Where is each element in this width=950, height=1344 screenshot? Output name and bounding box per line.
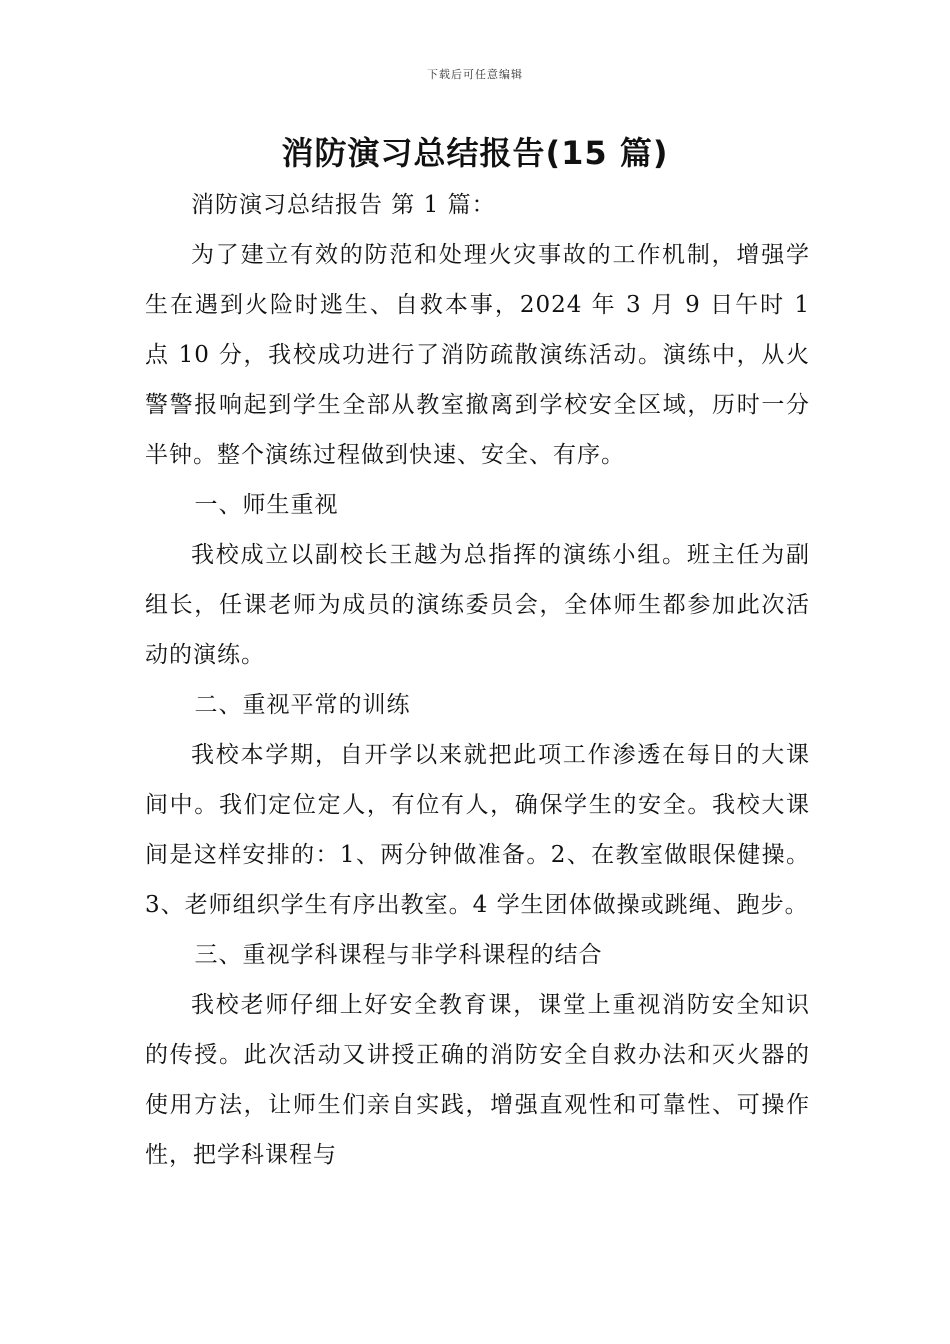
header-note: 下载后可任意编辑 <box>427 68 523 81</box>
section-label: 消防演习总结报告 第 1 篇： <box>191 192 496 218</box>
section-heading: 二、重视平常的训练 <box>194 692 411 718</box>
body-paragraph: 我校本学期，自开学以来就把此项工作渗透在每日的大课间中。我们定位定人，有位有人，确保学生的安全。我校大课间是这样安排的：1、两分钟做准备。2、在教室做眼保健操。3、老师组织学生有序出教室。4 学生团体做操或跳绳、跑步。 <box>145 742 810 918</box>
body-paragraph: 我校老师仔细上好安全教育课，课堂上重视消防安全知识的传授。此次活动又讲授正确的消防安全自救办法和灭火器的使用方法，让师生们亲自实践，增强直观性和可靠性、可操作性，把学科课程与 <box>145 992 810 1168</box>
body-paragraph: 为了建立有效的防范和处理火灾事故的工作机制，增强学生在遇到火险时逃生、自救本事，2024 年 3 月 9 日午时 1 点 10 分，我校成功进行了消防疏散演练活动。演练中，从火警警报响起到学生全部从教室撤离到学校安全区域，历时一分半钟。整个演练过程做到快速、安全、有序。 <box>145 242 810 468</box>
body-paragraph: 我校成立以副校长王越为总指挥的演练小组。班主任为副组长，任课老师为成员的演练委员会，全体师生都参加此次活动的演练。 <box>145 542 810 668</box>
document-title: 消防演习总结报告(15 篇) <box>281 134 669 172</box>
document-body <box>145 180 810 1180</box>
section-heading: 一、师生重视 <box>194 492 339 518</box>
section-heading: 三、重视学科课程与非学科课程的结合 <box>194 942 603 968</box>
